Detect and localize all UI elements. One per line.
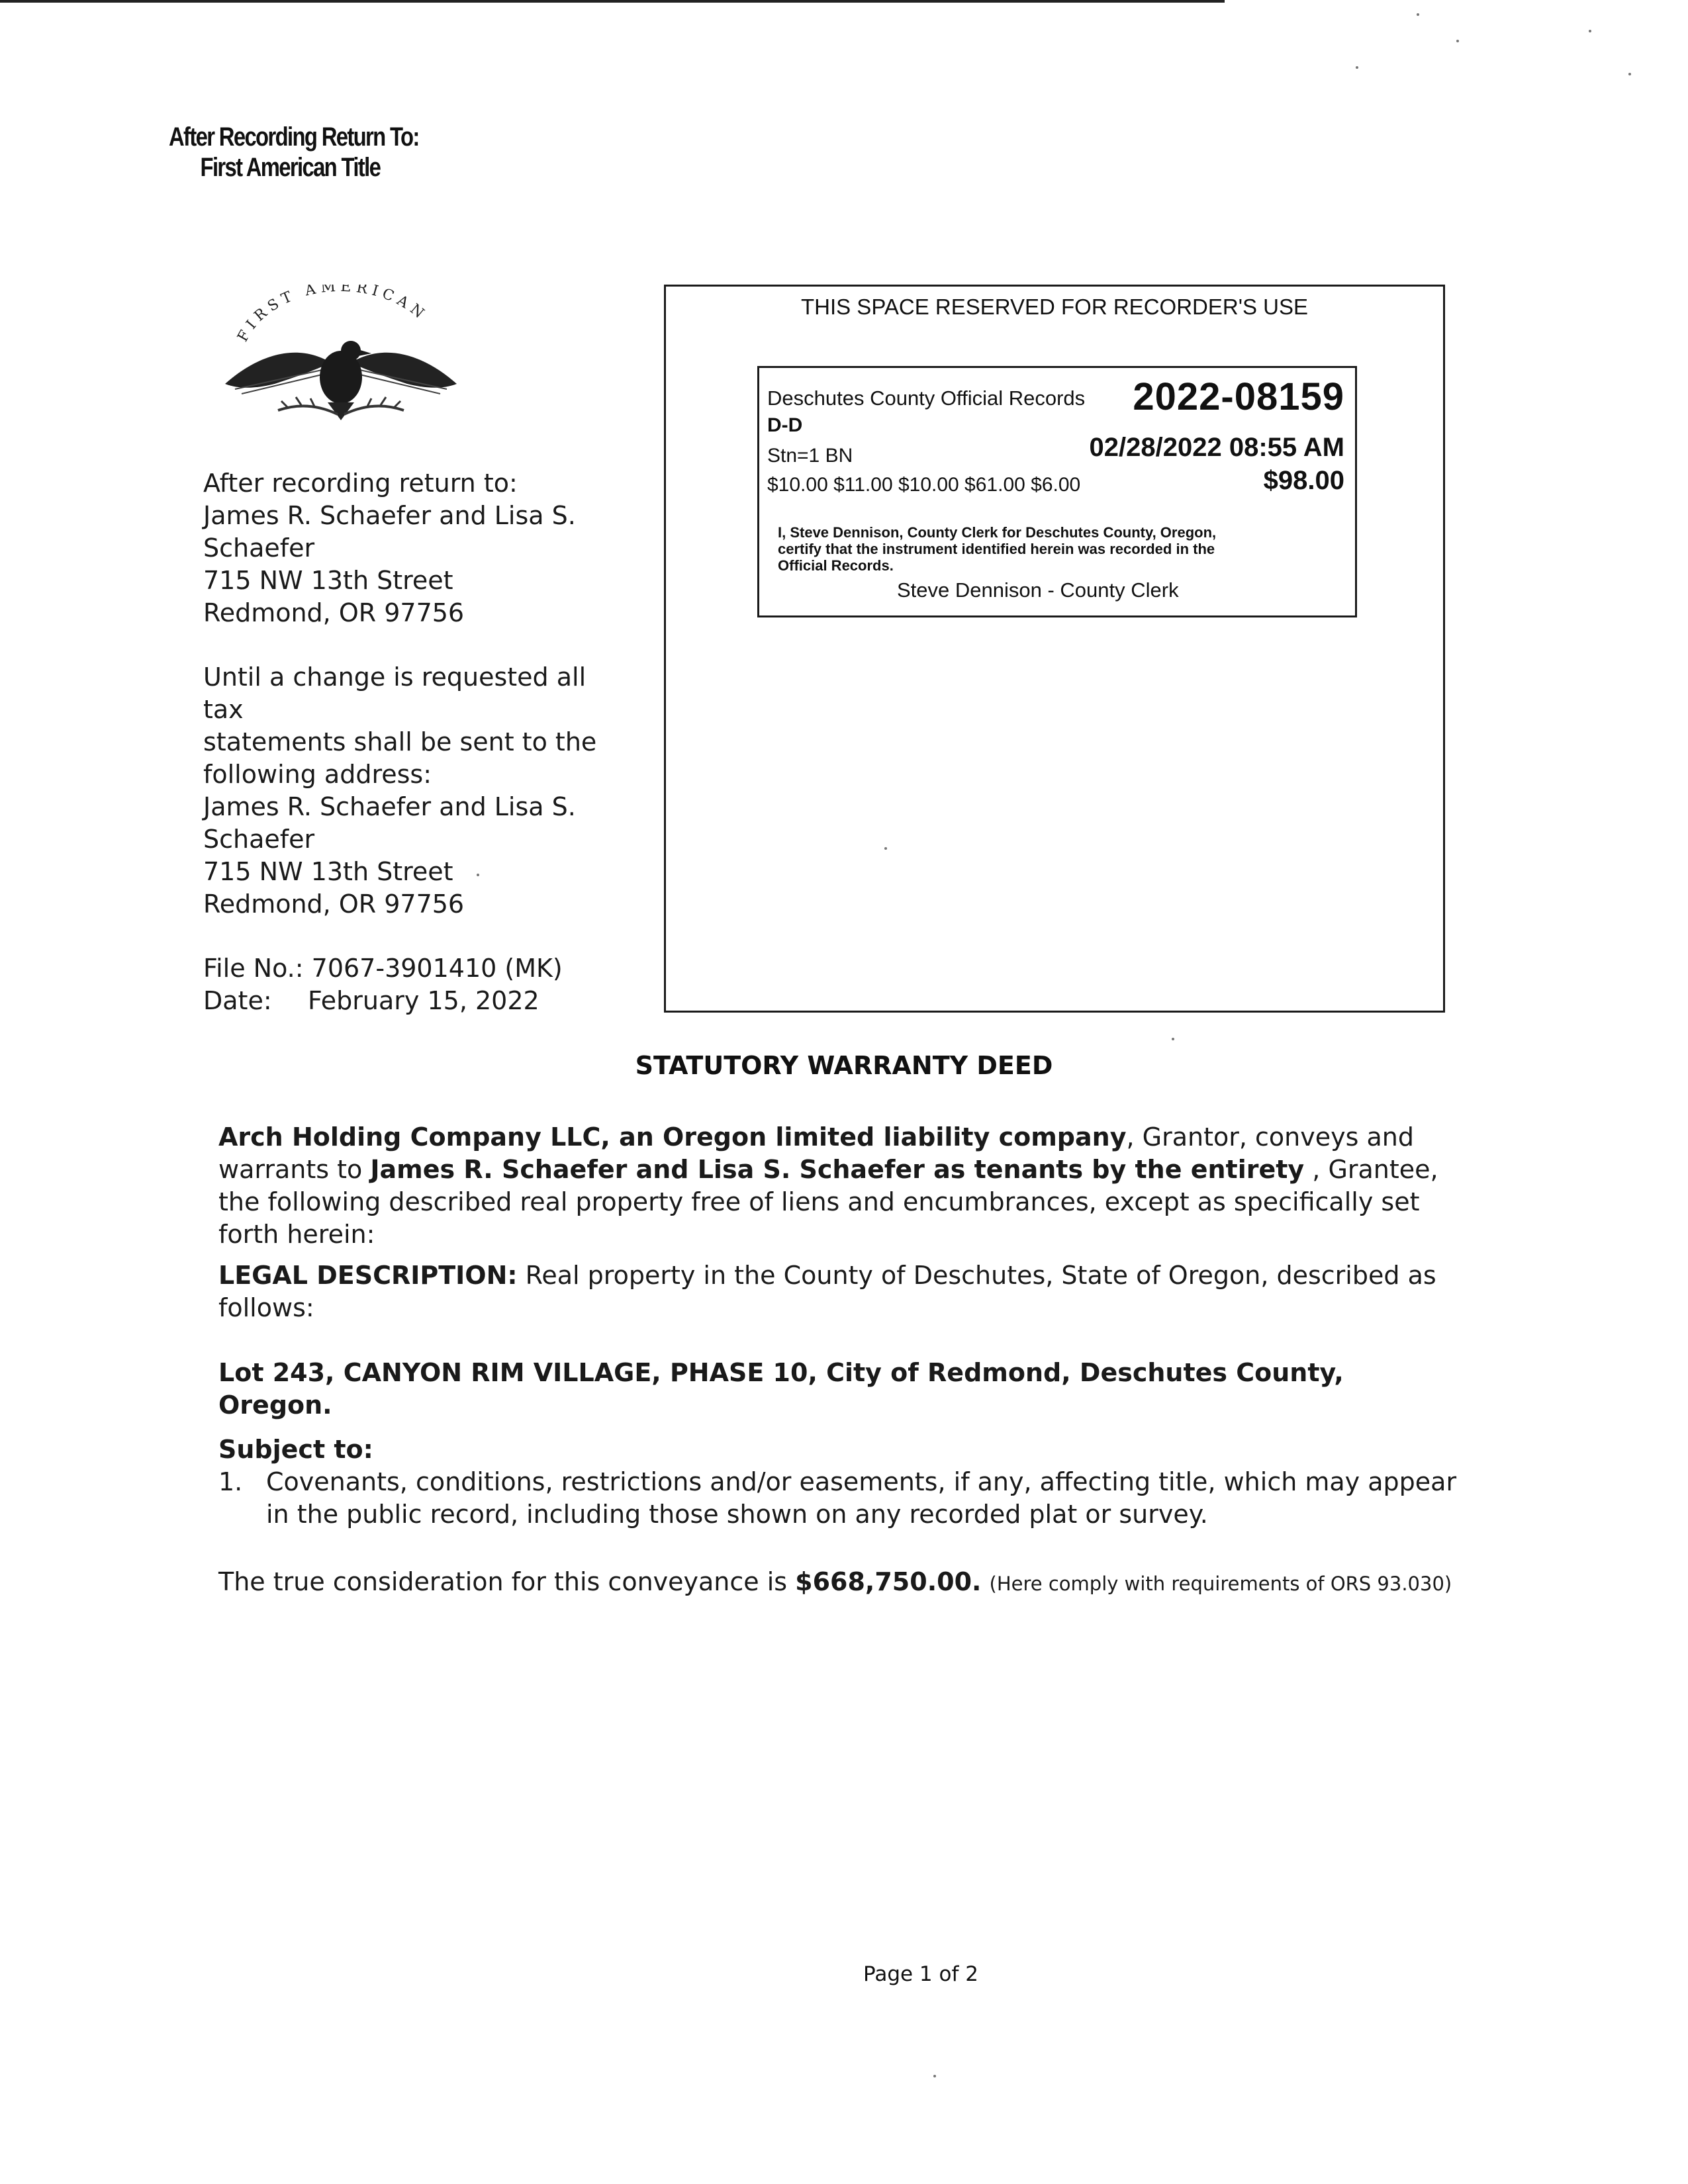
tax-name-line1: James R. Schaefer and Lisa S.: [203, 792, 576, 821]
subject-to-heading: Subject to:: [218, 1435, 373, 1464]
grantee-name: James R. Schaefer and Lisa S. Schaefer as tenants by the entirety: [370, 1155, 1305, 1184]
scan-top-border: [0, 0, 1225, 3]
consideration-amount: $668,750.00.: [795, 1567, 982, 1596]
recording-total: $98.00: [1263, 466, 1344, 495]
return-stamp-line1: After Recording Return To:: [169, 122, 419, 152]
tax-name-line2: Schaefer: [203, 825, 315, 854]
tax-city: Redmond, OR 97756: [203, 889, 465, 919]
grantee-tail: , Grantee, the following described real property free of liens and encumbrances, except as specifically set forth herein:: [218, 1155, 1438, 1249]
page-number-text: Page 1 of 2: [863, 1962, 978, 1986]
subject-item: [218, 1466, 1463, 1531]
recorder-office: Deschutes County Official Records: [767, 387, 1086, 410]
subject-to-section: [218, 1433, 1463, 1531]
legal-description-text: Real property in the County of Deschutes, State of Oregon, described as follows:: [218, 1261, 1436, 1322]
certification-line1: I, Steve Dennison, County Clerk for Deschutes County, Oregon,: [778, 524, 1217, 541]
station-id: Stn=1 BN: [767, 445, 853, 467]
recorder-box-title: THIS SPACE RESERVED FOR RECORDER'S USE: [800, 295, 1309, 319]
certification-line3: Official Records.: [778, 557, 894, 574]
file-number-value: 7067-3901410 (MK): [311, 954, 563, 983]
return-name-line2: Schaefer: [203, 533, 315, 563]
tax-heading-line1: Until a change is requested all tax: [203, 662, 586, 724]
lot-description: Lot 243, CANYON RIM VILLAGE, PHASE 10, City of Redmond, Deschutes County, Oregon.: [218, 1358, 1344, 1420]
spacer: [203, 629, 633, 661]
scan-speck: [1628, 73, 1631, 75]
certification-line2: certify that the instrument identified herein was recorded in the: [778, 541, 1215, 557]
file-number-line: [203, 952, 633, 985]
tax-heading-line2: statements shall be sent to the: [203, 727, 597, 756]
scan-speck: [477, 874, 479, 876]
recorder-use-box: [664, 285, 1445, 1013]
tax-street: 715 NW 13th Street: [203, 857, 453, 886]
clerk-certification: [778, 524, 1321, 574]
return-heading: After recording return to:: [203, 469, 518, 498]
legal-description-label: LEGAL DESCRIPTION:: [218, 1261, 518, 1290]
page-number: [0, 1962, 1688, 1986]
date-line: [203, 985, 633, 1017]
grantor-name: Arch Holding Company LLC, an Oregon limited liability company: [218, 1122, 1127, 1152]
subject-item-number: 1.: [218, 1467, 243, 1496]
spacer: [203, 921, 633, 952]
file-number-label: File No.:: [203, 954, 304, 983]
grantor-tail: , Grantor, conveys and warrants to: [218, 1122, 1414, 1184]
recorded-datetime: 02/28/2022 08:55 AM: [1089, 433, 1344, 462]
record-number: 2022-08159: [1133, 375, 1344, 418]
recording-fees: $10.00 $11.00 $10.00 $61.00 $6.00: [767, 474, 1081, 496]
return-to-stamp: [169, 122, 419, 183]
consideration-paragraph: [218, 1566, 1463, 1600]
eagle-icon: [215, 285, 467, 437]
return-name-line1: James R. Schaefer and Lisa S.: [203, 501, 576, 530]
first-american-eagle-logo: [215, 285, 467, 437]
consideration-prefix: The true consideration for this conveyance is: [218, 1567, 796, 1596]
scan-speck: [1356, 66, 1358, 69]
scan-speck: [1172, 1038, 1174, 1040]
county-clerk-name: Steve Dennison - County Clerk: [897, 578, 1179, 602]
return-stamp-line2: First American Title: [200, 153, 381, 182]
svg-text:FIRST AMERICAN: FIRST AMERICAN: [234, 285, 431, 345]
consideration-note: (Here comply with requirements of ORS 93.030): [989, 1572, 1452, 1595]
address-block: [203, 467, 633, 1017]
scan-speck: [933, 2075, 936, 2077]
document-title: STATUTORY WARRANTY DEED: [635, 1051, 1053, 1080]
tax-heading-line3: following address:: [203, 760, 432, 789]
scan-speck: [1417, 13, 1419, 16]
document-type: D-D: [767, 414, 803, 436]
return-street: 715 NW 13th Street: [203, 566, 453, 595]
subject-item-text: Covenants, conditions, restrictions and/or easements, if any, affecting title, which may appear in the public record, including those shown on any recorded plat or survey.: [266, 1467, 1457, 1529]
recording-stamp: [757, 366, 1357, 617]
date-value: February 15, 2022: [308, 986, 539, 1015]
scan-speck: [884, 847, 887, 850]
return-city: Redmond, OR 97756: [203, 598, 465, 627]
conveyance-paragraph: [218, 1121, 1463, 1251]
date-label: Date:: [203, 986, 272, 1015]
scan-speck: [1589, 30, 1591, 32]
legal-description-paragraph: [218, 1259, 1463, 1324]
scan-speck: [1456, 40, 1459, 42]
